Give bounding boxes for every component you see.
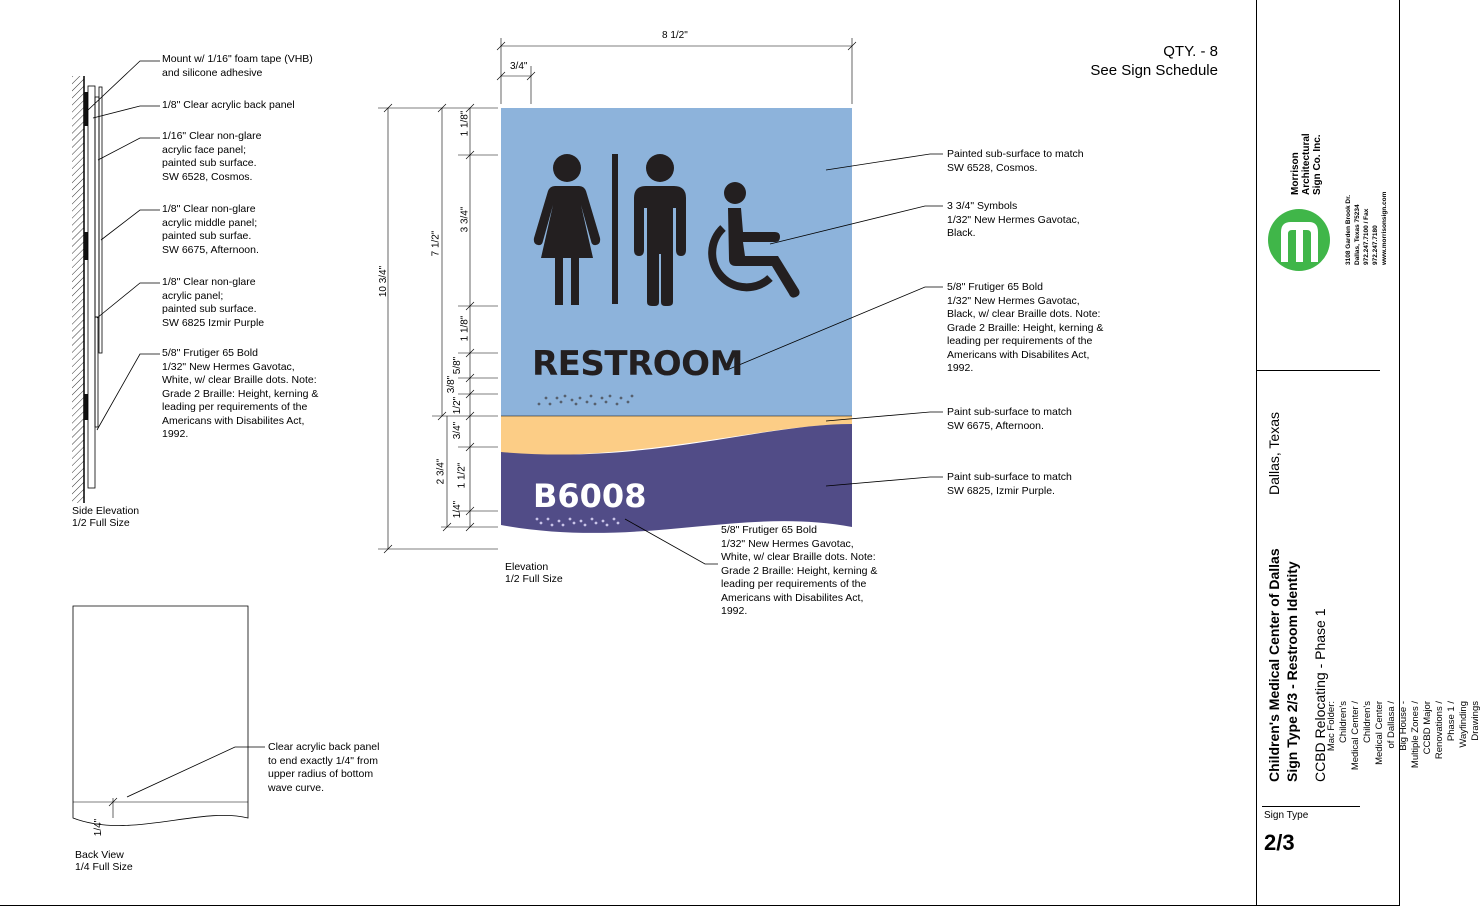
phase-label: CCBD Relocating - Phase 1 [1312, 608, 1328, 782]
side-note-purple-panel: 1/8" Clear non-glare acrylic panel; painted sub surface. SW 6825 Izmir Purple [162, 276, 265, 329]
dim-seg-9: 1/4" [452, 500, 464, 519]
dim-seg-7: 3/4" [452, 421, 464, 440]
back-view-outline [73, 606, 248, 826]
side-elevation-view [72, 61, 160, 503]
dim-seg-5: 3/8" [446, 375, 458, 394]
sign-room-number: B6008 [533, 477, 647, 515]
purple-panel-profile [95, 317, 98, 427]
side-note-face-panel: 1/16" Clear non-glare acrylic face panel; painted sub surface. SW 6528, Cosmos. [162, 130, 262, 183]
dim-seg-2: 3 3/4" [459, 206, 471, 233]
note-restroom-text: 5/8" Frutiger 65 Bold 1/32" New Hermes Gavotac, Black, w/ clear Braille dots. Note: Grade 2 Braille: Height, kerning & leading per requirements of the Americans with Disabilites Act, 1992. [947, 281, 1104, 374]
note-symbols: 3 3/4" Symbols 1/32" New Hermes Gavotac, Black. [947, 200, 1080, 239]
sign-type-value: 2/3 [1264, 830, 1295, 855]
foam-tape-bottom [84, 394, 88, 420]
dim-seg-6: 1/2" [452, 396, 464, 415]
symbol-divider [612, 154, 618, 304]
dim-back-gap: 1/4" [93, 818, 105, 837]
foam-tape-middle [84, 232, 88, 260]
note-izmir: Paint sub-surface to match SW 6825, Izmir Purple. [947, 471, 1072, 497]
company-name: Morrison Architectural Sign Co. Inc. [1290, 133, 1323, 195]
side-elevation-caption: Side Elevation 1/2 Full Size [72, 505, 140, 529]
wall-hatch [72, 76, 84, 503]
note-afternoon: Paint sub-surface to match SW 6675, Afternoon. [947, 406, 1072, 432]
side-note-middle-panel: 1/8" Clear non-glare acrylic middle panel; painted sub surfae. SW 6675, Afternoon. [162, 203, 259, 256]
back-view [73, 606, 265, 826]
mac-folder-path: Mac Folder: Children's Medical Center / Children's Medical Center of Dallasa / Big House - Multiple Zones / CCBD Major Renovations / Phase 1 / Wayfinding Drawings [1326, 701, 1481, 771]
location-label: Dallas, Texas [1266, 411, 1282, 495]
back-note: Clear acrylic back panel to end exactly 1/4" from upper radius of bottom wave curve. [268, 741, 380, 794]
dim-seg-1: 1 1/8" [459, 110, 471, 137]
dim-upper-height: 7 1/2" [430, 230, 442, 257]
dim-seg-3: 1 1/8" [459, 315, 471, 342]
quantity-label: QTY. - 8 [1163, 43, 1218, 60]
sign-schedule-label: See Sign Schedule [1090, 62, 1218, 79]
title-block [1256, 0, 1481, 906]
project-title: Children's Medical Center of Dallas [1266, 548, 1282, 782]
side-note-room-number: 5/8" Frutiger 65 Bold 1/32" New Hermes Gavotac, White, w/ clear Braille dots. Note: Grade 2 Braille: Height, kerning & leading per requirements of the Americans with Disabilites Act, 1992. [162, 347, 319, 440]
quantity-block [1090, 42, 1218, 80]
company-address: 3108 Garden Brook Dr. Dallas, Texas 75234 972.247.7100 / Fax 972.247.7180 www.morrisonsign.com [1345, 191, 1388, 265]
dim-total-height: 10 3/4" [378, 265, 390, 298]
side-note-mount: Mount w/ 1/16" foam tape (VHB) and silicone adhesive [162, 53, 313, 79]
note-cosmos: Painted sub-surface to match SW 6528, Cosmos. [947, 148, 1084, 174]
side-note-back-panel: 1/8" Clear acrylic back panel [162, 99, 295, 111]
back-panel-profile [88, 86, 95, 488]
dim-inset: 3/4" [510, 61, 528, 72]
middle-panel-profile [99, 87, 102, 353]
dim-seg-8: 1 1/2" [456, 462, 468, 489]
face-panel-profile [95, 97, 99, 317]
dim-seg-4: 5/8" [452, 356, 464, 375]
foam-tape-top [84, 92, 88, 126]
sign-type-title: Sign Type 2/3 - Restroom Identity [1284, 561, 1300, 782]
dim-width: 8 1/2" [662, 30, 688, 41]
sign-type-label: Sign Type [1264, 810, 1309, 821]
note-room-number: 5/8" Frutiger 65 Bold 1/32" New Hermes Gavotac, White, w/ clear Braille dots. Note: Grade 2 Braille: Height, kerning & leading per requirements of the Americans with Disabilites Act, 1992. [721, 524, 878, 617]
elevation-caption: Elevation 1/2 Full Size [505, 561, 563, 585]
dim-lower-height: 2 3/4" [435, 458, 447, 485]
back-view-caption: Back View 1/4 Full Size [75, 849, 133, 873]
sign-restroom-text: RESTROOM [532, 344, 743, 384]
